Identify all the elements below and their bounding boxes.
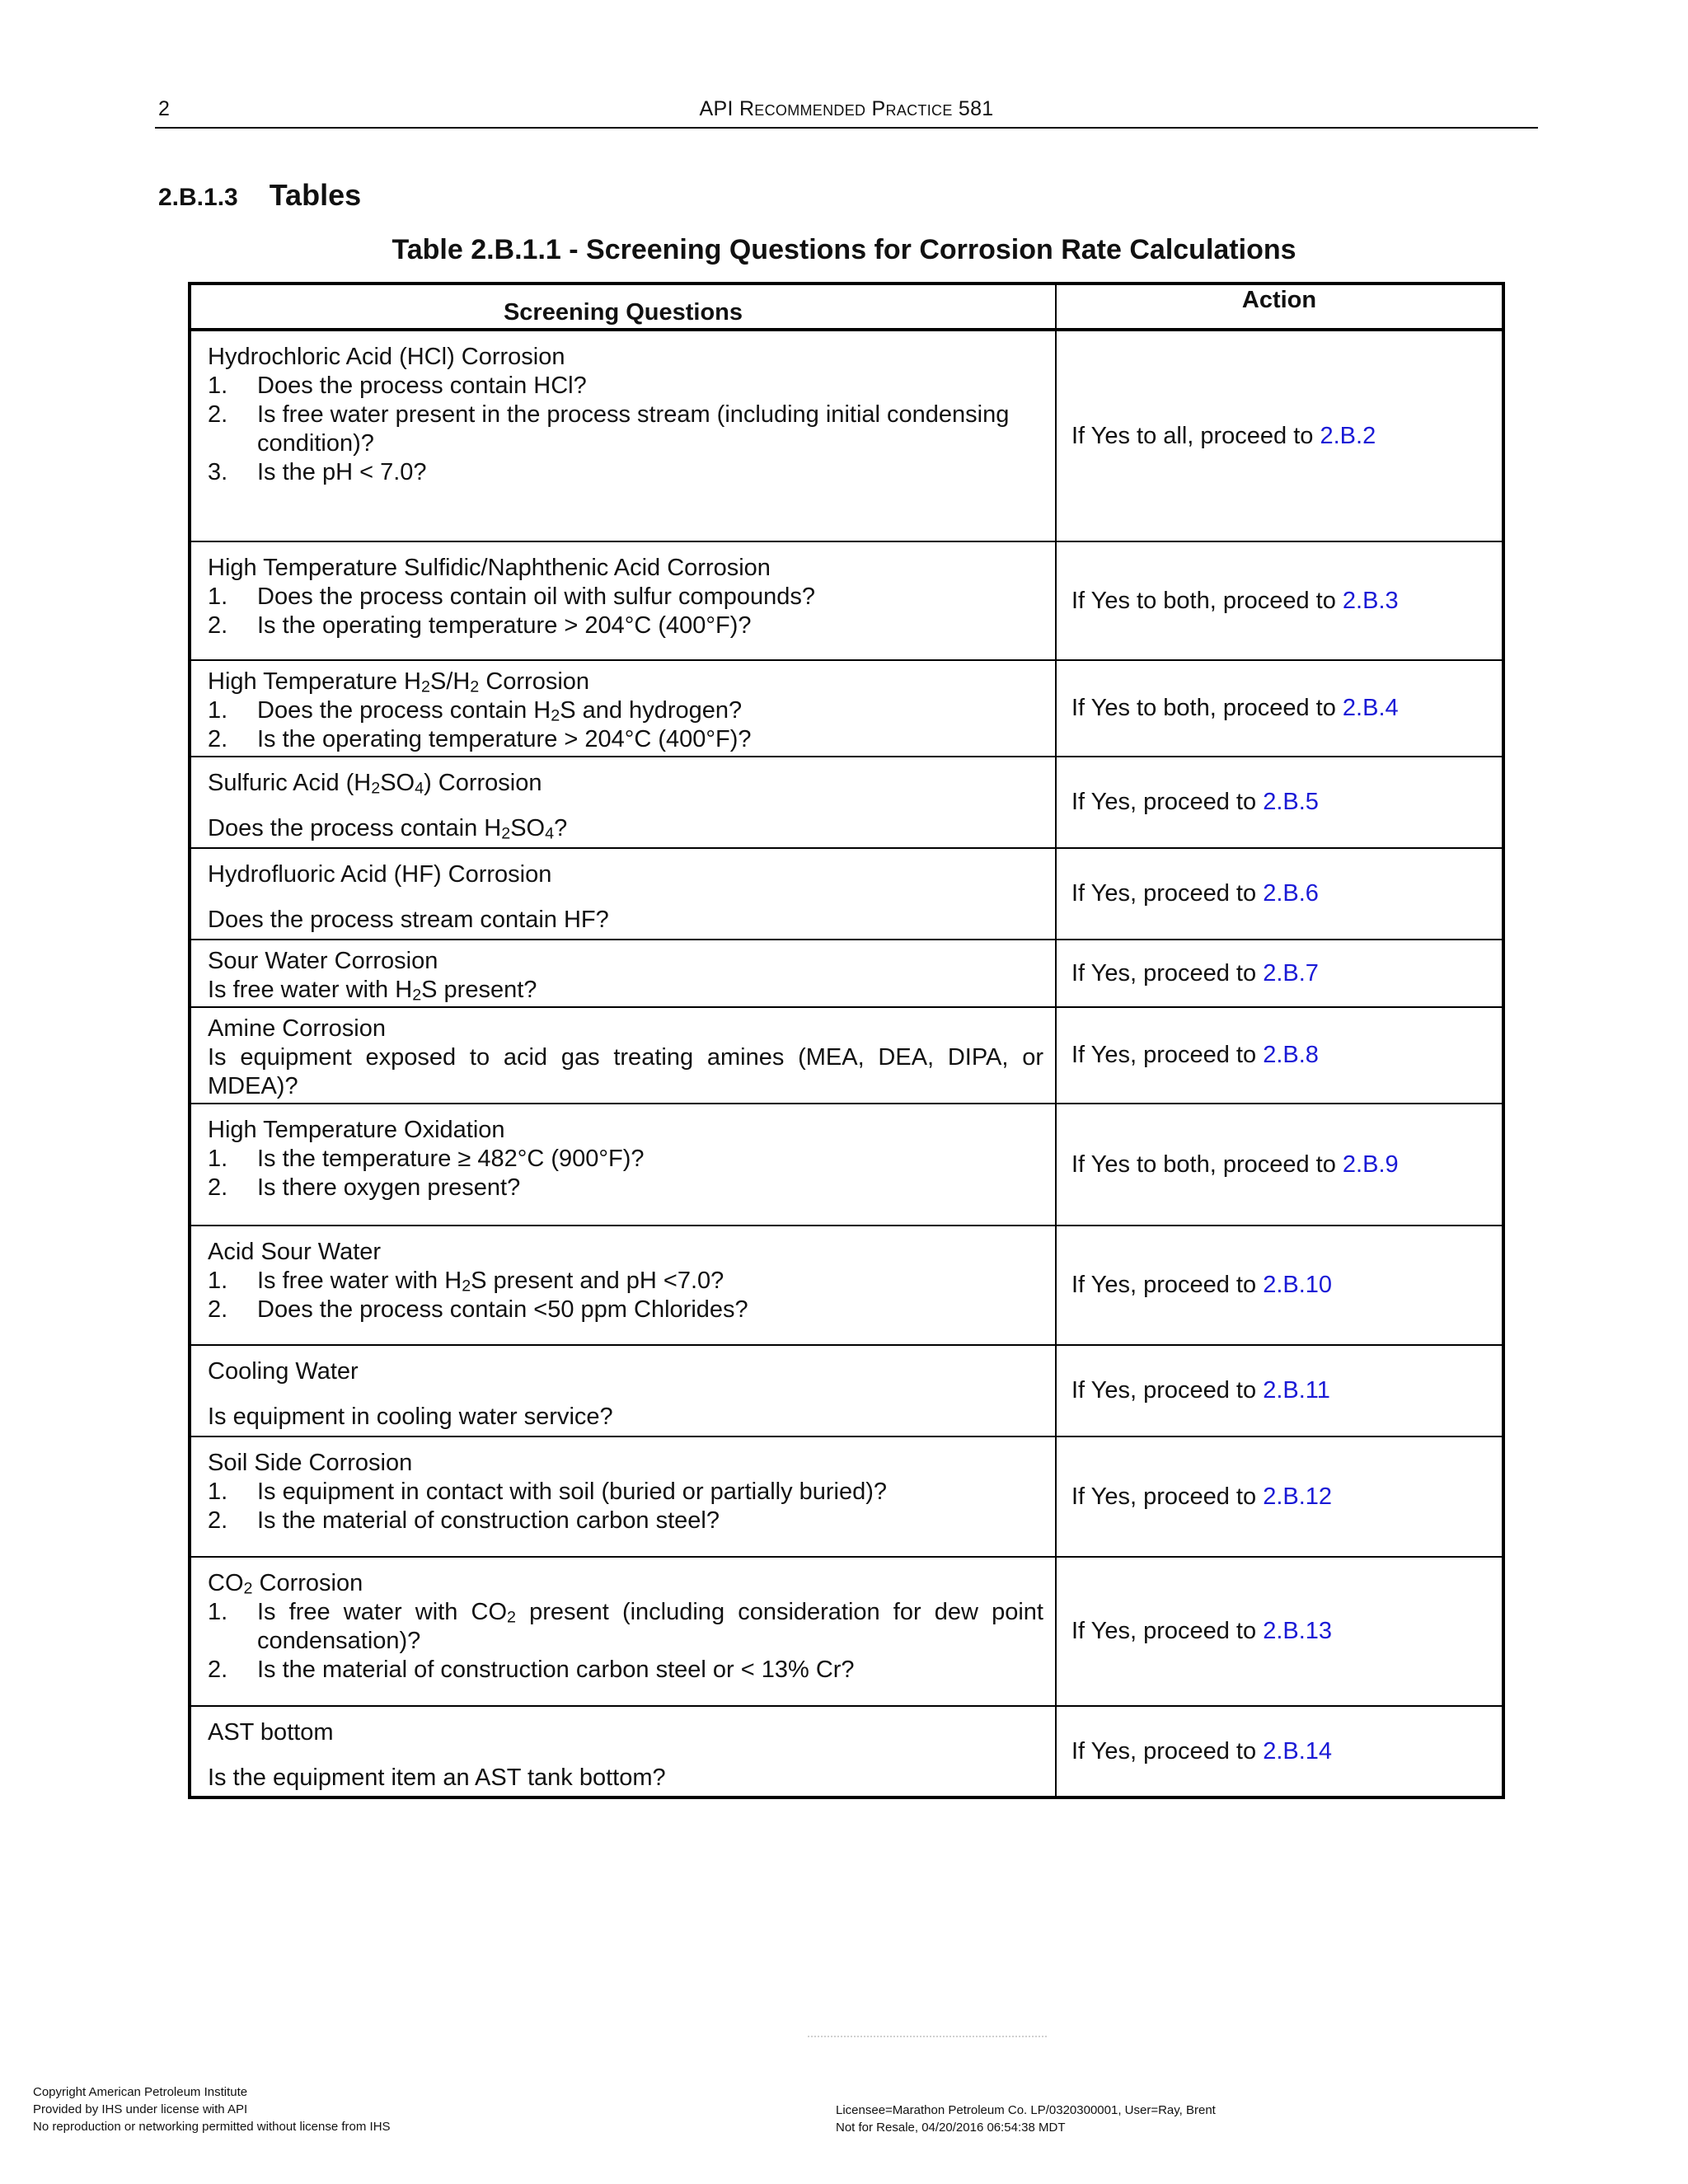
action-cell: If Yes, proceed to 2.B.5	[1056, 757, 1503, 848]
section-reference-link[interactable]: 2.B.7	[1263, 959, 1319, 987]
page-header	[155, 92, 1538, 129]
question-list	[208, 1267, 1043, 1324]
question-list	[208, 1145, 1043, 1202]
question-text: Is equipment in cooling water service?	[208, 1404, 613, 1430]
corrosion-group-title: Soil Side Corrosion	[208, 1450, 413, 1476]
table-row	[190, 1557, 1503, 1706]
corrosion-group-title: Amine Corrosion	[208, 1015, 386, 1042]
table-row	[190, 330, 1503, 541]
section-reference-link[interactable]: 2.B.12	[1263, 1483, 1333, 1510]
question-text: Is the equipment item an AST tank bottom?	[208, 1765, 666, 1791]
column-header-questions: Screening Questions	[190, 284, 1056, 330]
table-header-row	[190, 284, 1503, 330]
question-text: Does the process contain $H_2SO_4$?	[208, 815, 568, 843]
corrosion-group-title: High Temperature Oxidation	[208, 1117, 505, 1143]
page-number: 2	[158, 97, 170, 120]
question-item: 2. Is free water present in the process stream (including initial condensing condition)?	[208, 401, 1010, 457]
screening-questions-table	[188, 282, 1505, 1799]
corrosion-group-title: Hydrofluoric Acid (HF) Corrosion	[208, 861, 552, 888]
corrosion-group-title: High Temperature $H_2S/H_2$ Corrosion	[208, 668, 590, 696]
corrosion-group-title: $CO_2$ Corrosion	[208, 1570, 363, 1598]
question-cell	[190, 1706, 1056, 1797]
table-row	[190, 1706, 1503, 1797]
question-text: Does the process stream contain HF?	[208, 907, 609, 933]
question-item: 1. Does the process contain oil with sulfur compounds?	[208, 583, 816, 610]
table-row	[190, 940, 1503, 1007]
footer-copyright: Copyright American Petroleum Institute Provided by IHS under license with API No reproduction or networking permitted without license from IHS	[33, 2085, 391, 2134]
question-item: 1. Is free water with $CO_2$ present (including consideration for dew point condensation)?	[208, 1599, 1043, 1654]
section-number: 2.B.1.3	[158, 184, 238, 211]
action-cell: If Yes to both, proceed to 2.B.3	[1056, 541, 1503, 660]
section-reference-link[interactable]: 2.B.6	[1263, 880, 1319, 907]
action-cell: If Yes to both, proceed to 2.B.9	[1056, 1104, 1503, 1226]
corrosion-group-title: Hydrochloric Acid (HCl) Corrosion	[208, 344, 565, 370]
table-row	[190, 757, 1503, 848]
corrosion-group-title: Sour Water Corrosion	[208, 948, 438, 974]
table-row	[190, 848, 1503, 940]
footer-license: Licensee=Marathon Petroleum Co. LP/0320300001, User=Ray, Brent Not for Resale, 04/20/2016 06:54:38 MDT	[836, 2103, 1216, 2135]
question-cell	[190, 848, 1056, 940]
question-cell	[190, 940, 1056, 1007]
action-cell: If Yes, proceed to 2.B.7	[1056, 940, 1503, 1007]
table-row	[190, 1104, 1503, 1226]
corrosion-group-title: AST bottom	[208, 1719, 334, 1746]
corrosion-group-title: High Temperature Sulfidic/Naphthenic Acid Corrosion	[208, 555, 771, 581]
action-cell: If Yes, proceed to 2.B.11	[1056, 1345, 1503, 1436]
section-reference-link[interactable]: 2.B.11	[1263, 1377, 1330, 1404]
question-item: 3. Is the pH < 7.0?	[208, 459, 427, 485]
question-item: 1. Is equipment in contact with soil (buried or partially buried)?	[208, 1479, 888, 1505]
question-item: 2. Does the process contain <50 ppm Chlorides?	[208, 1296, 748, 1323]
question-cell	[190, 1436, 1056, 1557]
question-item: 1. Is the temperature ≥ 482°C (900°F)?	[208, 1146, 645, 1172]
section-reference-link[interactable]: 2.B.9	[1342, 1151, 1399, 1178]
question-list	[208, 1598, 1043, 1685]
section-title: Tables	[269, 178, 362, 212]
question-cell	[190, 757, 1056, 848]
action-cell: If Yes, proceed to 2.B.8	[1056, 1007, 1503, 1104]
question-cell	[190, 330, 1056, 541]
action-cell: If Yes, proceed to 2.B.13	[1056, 1557, 1503, 1706]
section-reference-link[interactable]: 2.B.4	[1342, 695, 1399, 721]
running-title: API Recommended Practice 581	[699, 97, 994, 120]
question-item: 1. Is free water with $H_2S$ present and pH <7.0?	[208, 1268, 724, 1296]
question-cell	[190, 1104, 1056, 1226]
question-cell	[190, 660, 1056, 757]
corrosion-group-title: Cooling Water	[208, 1358, 359, 1385]
action-cell: If Yes to both, proceed to 2.B.4	[1056, 660, 1503, 757]
question-list	[208, 583, 1043, 640]
question-cell	[190, 1007, 1056, 1104]
question-list	[208, 372, 1043, 487]
action-cell: If Yes, proceed to 2.B.10	[1056, 1226, 1503, 1345]
scan-watermark-mark	[808, 2036, 1047, 2042]
table-title: Table 2.B.1.1 - Screening Questions for Corrosion Rate Calculations	[392, 234, 1296, 265]
question-item: 2. Is the material of construction carbon steel?	[208, 1507, 720, 1534]
section-reference-link[interactable]: 2.B.10	[1263, 1272, 1333, 1298]
question-cell	[190, 541, 1056, 660]
question-item: 2. Is the operating temperature > 204°C (400°F)?	[208, 726, 752, 752]
table-row	[190, 660, 1503, 757]
action-cell: If Yes, proceed to 2.B.14	[1056, 1706, 1503, 1797]
table-row	[190, 541, 1503, 660]
section-reference-link[interactable]: 2.B.8	[1263, 1042, 1319, 1068]
question-cell	[190, 1226, 1056, 1345]
action-cell: If Yes, proceed to 2.B.12	[1056, 1436, 1503, 1557]
action-cell: If Yes, proceed to 2.B.6	[1056, 848, 1503, 940]
question-list	[208, 696, 1043, 754]
section-reference-link[interactable]: 2.B.3	[1342, 587, 1399, 614]
table-row	[190, 1007, 1503, 1104]
section-reference-link[interactable]: 2.B.5	[1263, 789, 1319, 815]
table-row	[190, 1345, 1503, 1436]
question-text: Is equipment exposed to acid gas treating amines (MEA, DEA, DIPA, or MDEA)?	[208, 1044, 1043, 1099]
question-text: Is free water with $H_2S$ present?	[208, 977, 537, 1005]
section-reference-link[interactable]: 2.B.14	[1263, 1737, 1333, 1765]
question-item: 2. Is the material of construction carbon steel or < 13% Cr?	[208, 1657, 855, 1683]
section-reference-link[interactable]: 2.B.2	[1320, 422, 1376, 449]
question-cell	[190, 1557, 1056, 1706]
question-item: 2. Is there oxygen present?	[208, 1174, 521, 1201]
action-cell: If Yes to all, proceed to 2.B.2	[1056, 330, 1503, 541]
question-cell	[190, 1345, 1056, 1436]
section-reference-link[interactable]: 2.B.13	[1263, 1618, 1333, 1644]
question-item: 1. Does the process contain HCl?	[208, 373, 587, 399]
question-list	[208, 1478, 1043, 1535]
table-row	[190, 1436, 1503, 1557]
table-row	[190, 1226, 1503, 1345]
column-header-action: Action	[1056, 284, 1503, 330]
corrosion-group-title: Sulfuric Acid $(H_2SO_4)$ Corrosion	[208, 770, 542, 798]
corrosion-group-title: Acid Sour Water	[208, 1239, 382, 1265]
question-item: 2. Is the operating temperature > 204°C (400°F)?	[208, 612, 752, 639]
section-heading	[158, 178, 361, 213]
question-item: 1. Does the process contain $H_2S$ and hydrogen?	[208, 697, 743, 725]
